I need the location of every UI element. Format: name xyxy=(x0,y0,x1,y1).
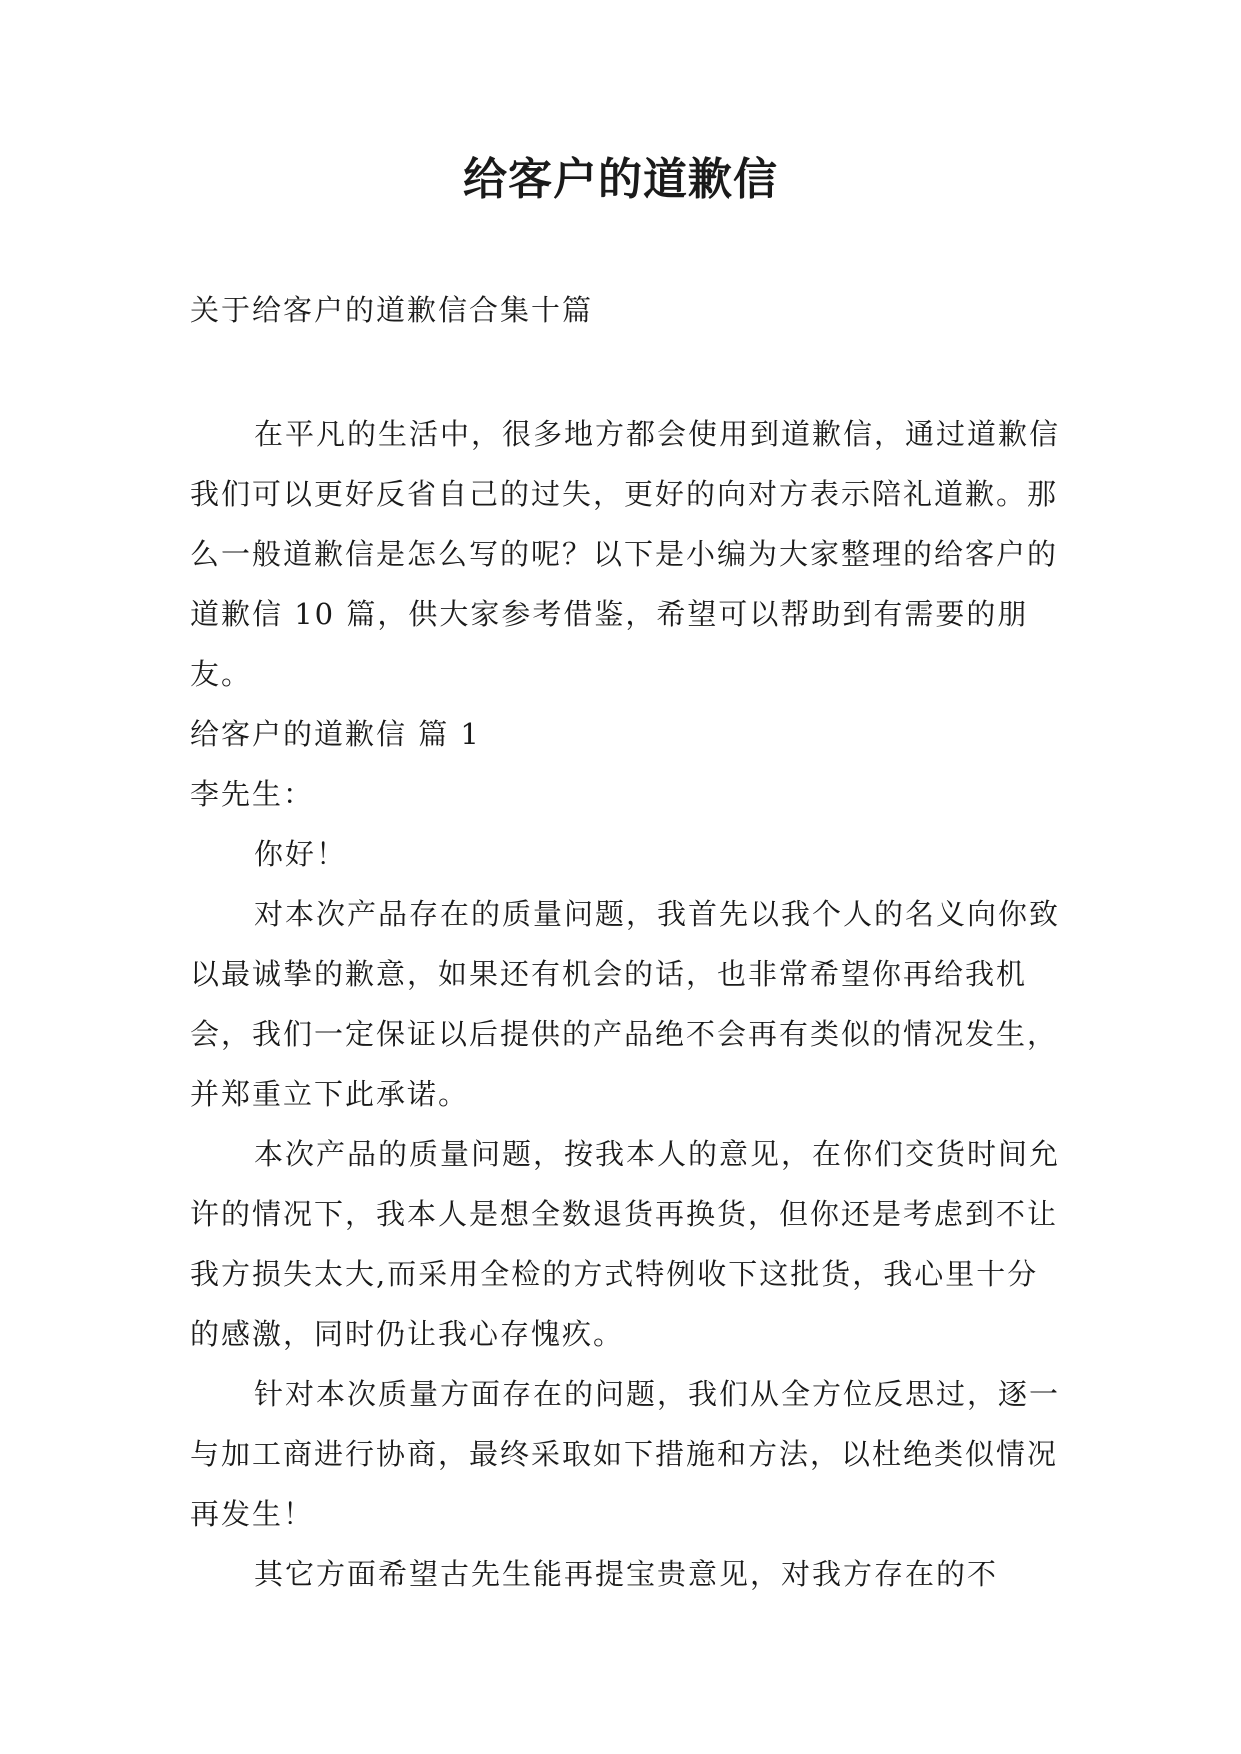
document-subtitle: 关于给客户的道歉信合集十篇 xyxy=(190,293,594,327)
letter-paragraph: 其它方面希望古先生能再提宝贵意见，对我方存在的不 xyxy=(254,1557,999,1591)
letter-salutation: 李先生： xyxy=(190,777,315,811)
document-body xyxy=(190,404,1060,1604)
intro-paragraph: 在平凡的生活中，很多地方都会使用到道歉信，通过道歉信我们可以更好反省自己的过失，更好的向对方表示陪礼道歉。那么一般道歉信是怎么写的呢？以下是小编为大家整理的给客户的道歉信 10 篇，供大家参考借鉴，希望可以帮助到有需要的朋友。 xyxy=(190,417,1061,691)
letter-paragraph: 对本次产品存在的质量问题，我首先以我个人的名义向你致以最诚挚的歉意，如果还有机会的话，也非常希望你再给我机会，我们一定保证以后提供的产品绝不会再有类似的情况发生，并郑重立下此承诺。 xyxy=(190,897,1061,1111)
section-heading: 给客户的道歉信 篇 1 xyxy=(190,717,481,751)
letter-paragraph: 针对本次质量方面存在的问题，我们从全方位反思过，逐一与加工商进行协商，最终采取如下措施和方法，以杜绝类似情况再发生！ xyxy=(190,1377,1061,1531)
letter-greeting: 你好！ xyxy=(254,837,348,871)
document-title: 给客户的道歉信 xyxy=(463,154,778,205)
letter-paragraph: 本次产品的质量问题，按我本人的意见，在你们交货时间允许的情况下，我本人是想全数退货再换货，但你还是考虑到不让我方损失太大,而采用全检的方式特例收下这批货，我心里十分的感激，同时仍让我心存愧疚。 xyxy=(190,1137,1061,1351)
